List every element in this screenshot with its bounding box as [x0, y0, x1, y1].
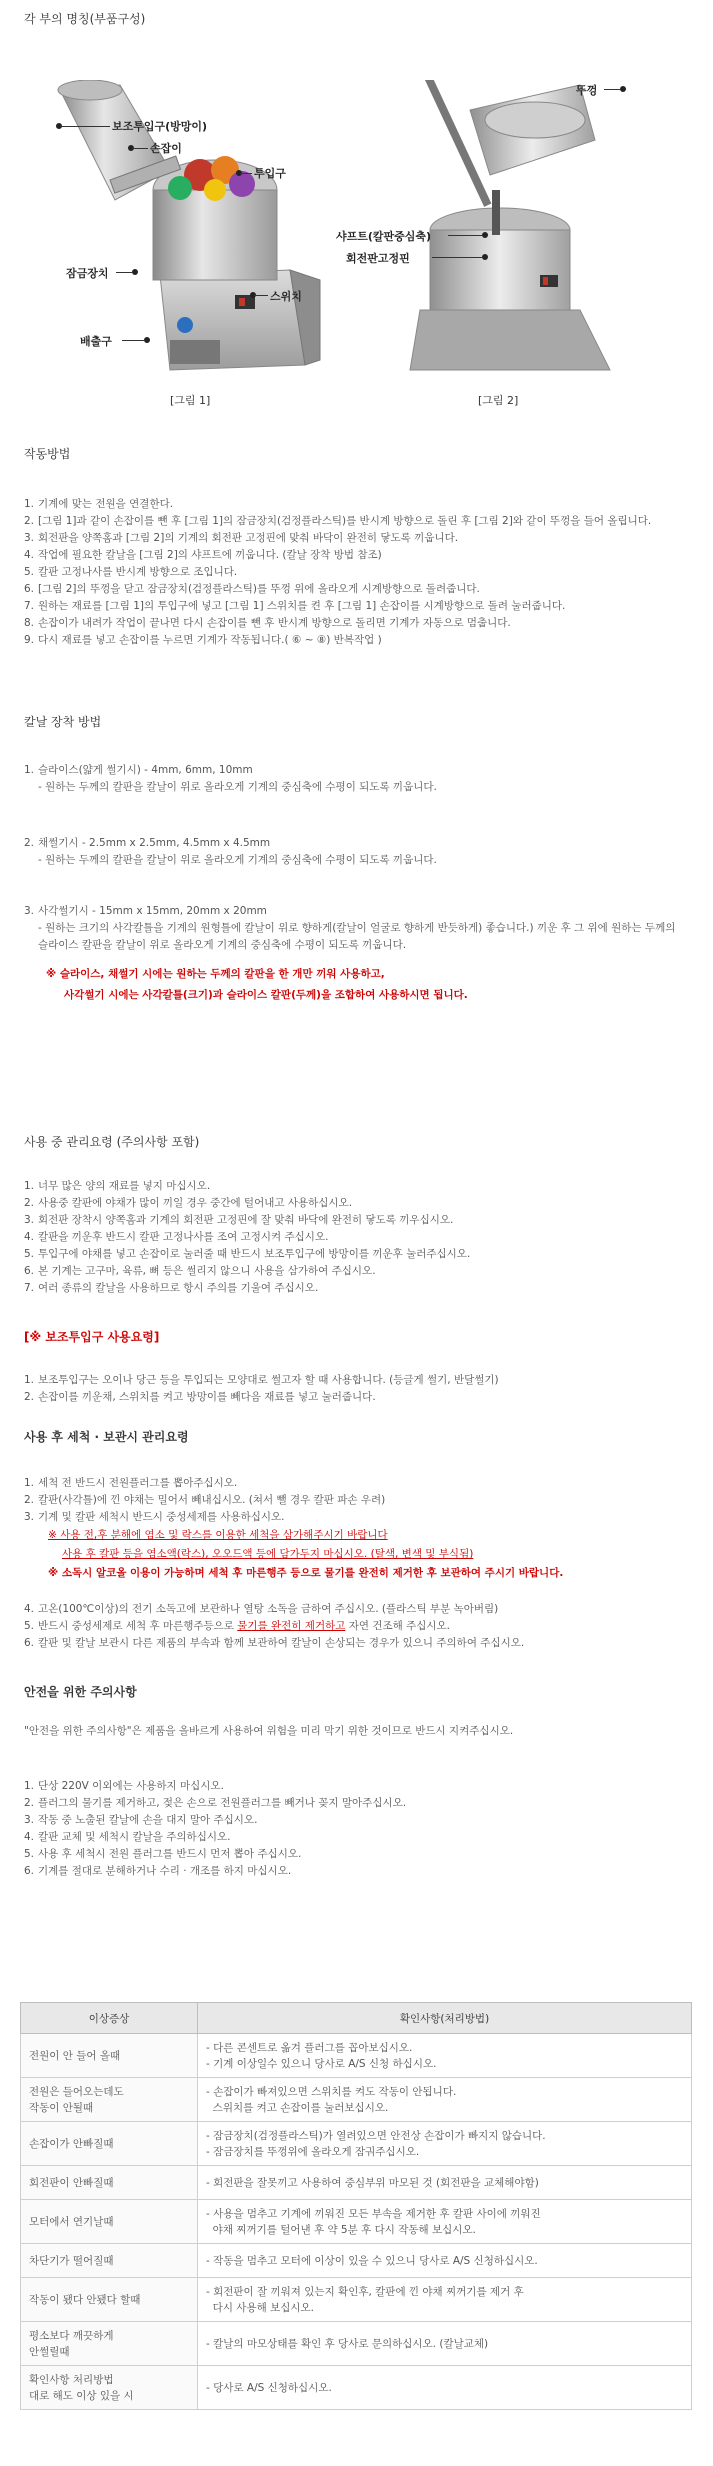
- list-item: 2. 손잡이를 끼운채, 스위치를 켜고 방망이를 빼다음 재료를 넣고 눌러줍니다.: [24, 1391, 376, 1403]
- callout-dot: [620, 86, 626, 92]
- list-item: 6. 칼판 및 칼날 보관시 다른 제품의 부속과 함께 보관하여 칼날이 손상되는 경우가 있으니 주의하여 주십시오.: [24, 1637, 525, 1649]
- fix-cell: [198, 2244, 692, 2278]
- list-item: 6. 본 기계는 고구마, 육류, 뼈 등은 썰리지 않으니 사용을 삼가하여 주십시오.: [24, 1265, 376, 1277]
- list-item: 3. 작동 중 노출된 칼날에 손을 대지 말아 주십시오.: [24, 1814, 258, 1826]
- label-lock: 잠금장치: [66, 267, 109, 280]
- callout-line: [604, 89, 620, 90]
- column-header-symptom: 이상증상: [21, 2003, 198, 2034]
- symptom-line: 전원은 들어오는데도: [29, 2085, 124, 2098]
- fix-line: - 손잡이가 빠져있으면 스위치를 켜도 작동이 안됩니다.: [206, 2085, 457, 2098]
- table-row: [21, 2322, 692, 2366]
- list-item: 1. 단상 220V 이외에는 사용하지 마십시오.: [24, 1780, 224, 1792]
- table-row: [21, 2366, 692, 2410]
- callout-dot: [482, 254, 488, 260]
- table-row: [21, 2122, 692, 2166]
- symptom-cell: [21, 2034, 198, 2078]
- list-item: 4. 칼판 교체 및 세척시 칼날을 주의하십시오.: [24, 1831, 231, 1843]
- fix-cell: [198, 2034, 692, 2078]
- symptom-line: 모터에서 연기날때: [29, 2215, 114, 2228]
- aux-title: [※ 보조투입구 사용요령]: [24, 1330, 160, 1344]
- list-item: 7. 여러 종류의 칼날을 사용하므로 항시 주의를 기울여 주십시오.: [24, 1282, 319, 1294]
- callout-line: [432, 257, 482, 258]
- fix-line: 야채 찌꺼기를 털어낸 후 약 5분 후 다시 작동해 보십시오.: [206, 2223, 476, 2236]
- list-item-detail: - 원하는 두께의 칼판을 칼날이 위로 올라오게 기계의 중심축에 수평이 되도록 끼웁니다.: [38, 781, 437, 793]
- fix-line: 다시 사용해 보십시오.: [206, 2301, 314, 2314]
- callout-line: [240, 173, 252, 174]
- fix-line: - 사용을 멈추고 기계에 끼워진 모든 부속을 제거한 후 칼판 사이에 끼워진: [206, 2207, 541, 2220]
- usage-list: [24, 1178, 684, 1297]
- list-item: 2. 사용중 칼판에 야채가 많이 끼일 경우 중간에 털어내고 사용하십시오.: [24, 1197, 353, 1209]
- symptom-line: 대로 해도 이상 있을 시: [29, 2389, 134, 2402]
- list-item: 9. 다시 재료를 넣고 손잡이를 누르면 기계가 작동됩니다.( ⑥ ~ ⑧) 반복작업 ): [24, 634, 382, 646]
- table-body: [21, 2034, 692, 2410]
- table-row: [21, 2244, 692, 2278]
- list-item: 5. 반드시 중성세제로 세척 후 마른행주등으로 물기를 완전히 제거하고 자연 건조해 주십시오.: [24, 1620, 451, 1632]
- blade-note-2: 사각썰기 시에는 사각칼틀(크기)과 슬라이스 칼판(두께)을 조합하여 사용하시면 됩니다.: [64, 989, 468, 1001]
- label-handle: 손잡이: [150, 142, 182, 155]
- list-item: 2. 칼판(사각틀)에 낀 야채는 밀어서 빼내십시오. (쳐서 뺄 경우 칼판 파손 우려): [24, 1494, 386, 1506]
- symptom-cell: [21, 2278, 198, 2322]
- list-item: 4. 칼판을 끼운후 반드시 칼판 고정나사를 조여 고정시켜 주십시오.: [24, 1231, 329, 1243]
- label-outlet: 배출구: [80, 335, 112, 348]
- fix-cell: [198, 2200, 692, 2244]
- symptom-line: 작동이 안될때: [29, 2101, 94, 2114]
- list-item: 2. 채썰기시 - 2.5mm x 2.5mm, 4.5mm x 4.5mm - 원하는 두께의 칼판을 칼날이 위로 올라오게 기계의 중심축에 수평이 되도록 끼웁니다.: [24, 835, 684, 869]
- cleaning-list: [24, 1475, 684, 1526]
- blade-list: [24, 835, 684, 869]
- symptom-cell: [21, 2322, 198, 2366]
- fix-line: - 다른 콘센트로 옮겨 플러그를 꼽아보십시오.: [206, 2041, 413, 2054]
- safety-title: 안전을 위한 주의사항: [24, 1685, 137, 1699]
- symptom-line: 손잡이가 안빠질때: [29, 2137, 114, 2150]
- cleaning-list-2: [24, 1601, 684, 1652]
- table-row: [21, 2278, 692, 2322]
- column-header-fix: 확인사항(처리방법): [198, 2003, 692, 2034]
- symptom-cell: [21, 2078, 198, 2122]
- symptom-cell: [21, 2200, 198, 2244]
- figure-2-caption: [그림 2]: [478, 394, 519, 407]
- callout-dot: [132, 269, 138, 275]
- symptom-line: 차단기가 떨어질때: [29, 2254, 114, 2267]
- safety-list: [24, 1778, 684, 1880]
- table-header-row: [21, 2003, 692, 2034]
- cleaning-warning-1b: 사용 후 칼판 등을 염소액(락스), 오오드액 등에 담가두지 마십시오. (탈색, 변색 및 부식됨): [62, 1548, 474, 1560]
- fix-line: 스위치를 켜고 손잡이를 눌러보십시오.: [206, 2101, 389, 2114]
- label-shaft: 샤프트(칼판중심축): [336, 230, 432, 243]
- list-item: 1. 너무 많은 양의 재료를 넣지 마십시오.: [24, 1180, 211, 1192]
- fix-cell: [198, 2278, 692, 2322]
- callout-line: [60, 126, 110, 127]
- callout-dot: [482, 232, 488, 238]
- list-item: 3. 사각썰기시 - 15mm x 15mm, 20mm x 20mm - 원하는 크기의 사각칼틀을 기계의 원형틀에 칼날이 위로 향하게(칼날이 얼굴로 향하게 반듯하게) 좋습니다.) 끼운 후 그 위에 원하는 두께의 슬라이스 칼판을 칼날이 위로 올라오게 기계의 중심축에 수평이 되도록 끼웁니다.: [24, 903, 684, 954]
- list-item: 4. 작업에 필요한 칼날을 [그림 2]의 샤프트에 끼웁니다. (칼날 장착 방법 참조): [24, 549, 382, 561]
- page-title: 각 부의 명칭(부품구성): [24, 12, 146, 26]
- list-item: 1. 세척 전 반드시 전원플러그를 뽑아주십시오.: [24, 1477, 238, 1489]
- callout-line: [254, 295, 268, 296]
- list-item: 2. [그림 1]과 같이 손잡이를 뺀 후 [그림 1]의 잠금장치(검정플라스틱)를 반시계 방향으로 돌린 후 [그림 2]와 같이 뚜껑을 들어 올립니다.: [24, 515, 652, 527]
- blade-list: [24, 762, 684, 796]
- operation-title: 작동방법: [24, 447, 71, 461]
- list-item: 2. 플러그의 물기를 제거하고, 젖은 손으로 전원플러그를 빼거나 꽂지 말아주십시오.: [24, 1797, 407, 1809]
- usage-title: 사용 중 관리요령 (주의사항 포함): [24, 1135, 200, 1149]
- blade-list: [24, 903, 684, 954]
- callout-line: [116, 272, 132, 273]
- symptom-line: 안썰릴때: [29, 2345, 70, 2358]
- symptom-cell: [21, 2166, 198, 2200]
- list-item: 6. 기계를 절대로 분해하거나 수리 · 개조를 하지 마십시오.: [24, 1865, 292, 1877]
- symptom-line: 작동이 됐다 안됐다 할때: [29, 2293, 141, 2306]
- fix-line: - 칼날의 마모상태를 확인 후 당사로 문의하십시오. (칼날교체): [206, 2337, 489, 2350]
- blade-title: 칼날 장착 방법: [24, 715, 102, 729]
- symptom-cell: [21, 2122, 198, 2166]
- symptom-line: 확인사항 처리방법: [29, 2373, 114, 2386]
- table-row: [21, 2200, 692, 2244]
- operation-list: [24, 496, 684, 649]
- list-item: 3. 기계 및 칼판 세척시 반드시 중성세제를 사용하십시오.: [24, 1511, 285, 1523]
- list-item: 5. 사용 후 세척시 전원 플러그를 반드시 먼저 뽑아 주십시오.: [24, 1848, 302, 1860]
- list-item-detail: - 원하는 두께의 칼판을 칼날이 위로 올라오게 기계의 중심축에 수평이 되도록 끼웁니다.: [38, 854, 437, 866]
- cleaning-title: 사용 후 세척 · 보관시 관리요령: [24, 1430, 189, 1444]
- symptom-cell: [21, 2244, 198, 2278]
- fix-line: - 기계 이상일수 있으니 당사로 A/S 신청 하십시오.: [206, 2057, 437, 2070]
- label-aux-inlet: 보조투입구(방망이): [112, 120, 208, 133]
- fix-line: - 작동을 멈추고 모터에 이상이 있을 수 있으니 당사로 A/S 신청하십시오.: [206, 2254, 538, 2267]
- troubleshooting-table: [20, 2002, 692, 2410]
- list-item: 7. 원하는 재료를 [그림 1]의 투입구에 넣고 [그림 1] 스위치를 켠 후 [그림 1] 손잡이를 시계방향으로 돌려 눌러줍니다.: [24, 600, 566, 612]
- list-item: 8. 손잡이가 내려가 작업이 끝나면 다시 손잡이를 뺀 후 반시계 방향으로 돌리면 기계가 자동으로 멈춥니다.: [24, 617, 511, 629]
- list-item: 6. [그림 2]의 뚜껑을 닫고 잠금장치(검정플라스틱)를 뚜껑 위에 올라오게 시계방향으로 돌려줍니다.: [24, 583, 480, 595]
- cleaning-warning-2: ※ 소독시 알코올 이용이 가능하며 세척 후 마른행주 등으로 물기를 완전히 제거한 후 보관하여 주시기 바랍니다.: [48, 1567, 564, 1579]
- blade-note-1: ※ 슬라이스, 채썰기 시에는 원하는 두께의 칼판을 한 개만 끼워 사용하고,: [46, 968, 385, 980]
- label-plate-pin: 회전판고정핀: [346, 252, 410, 265]
- list-item: 1. 슬라이스(얇게 썰기시) - 4mm, 6mm, 10mm - 원하는 두께의 칼판을 칼날이 위로 올라오게 기계의 중심축에 수평이 되도록 끼웁니다.: [24, 762, 684, 796]
- callout-dot: [144, 337, 150, 343]
- symptom-cell: [21, 2366, 198, 2410]
- list-item: 3. 회전판 장착시 양쪽홈과 기계의 회전판 고정핀에 잘 맞춰 바닥에 완전히 닿도록 끼우십시오.: [24, 1214, 454, 1226]
- fix-cell: [198, 2166, 692, 2200]
- list-item: 1. 보조투입구는 오이나 당근 등을 투입되는 모양대로 썰고자 할 때 사용합니다. (등글게 썰기, 반달썰기): [24, 1374, 499, 1386]
- list-item: 5. 투입구에 야채를 넣고 손잡이로 눌러줄 때 반드시 보조투입구에 방망이를 끼운후 눌러주십시오.: [24, 1248, 471, 1260]
- label-inlet: 투입구: [254, 167, 286, 180]
- fix-cell: [198, 2322, 692, 2366]
- list-item: 5. 칼판 고정나사를 반시계 방향으로 조입니다.: [24, 566, 238, 578]
- table-row: [21, 2166, 692, 2200]
- fix-cell: [198, 2078, 692, 2122]
- fix-line: - 잠금장치(검정플라스틱)가 열려있으면 안전상 손잡이가 빠지지 않습니다.: [206, 2129, 546, 2142]
- list-item: 1. 기계에 맞는 전원을 연결한다.: [24, 498, 174, 510]
- label-lid: 뚜껑: [576, 84, 598, 97]
- cleaning-warning-1: ※ 사용 전,후 분해에 염소 및 락스를 이용한 세척을 삼가해주시기 바랍니다: [48, 1529, 388, 1541]
- list-item-detail: - 원하는 크기의 사각칼틀을 기계의 원형틀에 칼날이 위로 향하게(칼날이 얼굴로 향하게 반듯하게) 좋습니다.) 끼운 후 그 위에 원하는 두께의 슬라이스 칼판을 칼날이 위로 올라오게 기계의 중심축에 수평이 되도록 끼웁니다.: [38, 922, 676, 951]
- symptom-line: 전원이 안 들어 올때: [29, 2049, 121, 2062]
- underlined-phrase: 물기를 완전히 제거하고: [237, 1620, 346, 1632]
- table-row: [21, 2034, 692, 2078]
- label-switch: 스위치: [270, 290, 302, 303]
- fix-cell: [198, 2366, 692, 2410]
- list-item: 4. 고온(100℃이상)의 전기 소독고에 보관하나 열탕 소독을 금하여 주십시오. (플라스틱 부분 녹아버림): [24, 1603, 499, 1615]
- table-row: [21, 2078, 692, 2122]
- safety-intro: "안전을 위한 주의사항"은 제품을 올바르게 사용하여 위험을 미리 막기 위한 것이므로 반드시 지켜주십시오.: [24, 1725, 514, 1737]
- fix-line: - 당사로 A/S 신청하십시오.: [206, 2381, 332, 2394]
- aux-list: [24, 1372, 684, 1406]
- fix-line: - 잠금장치를 뚜껑위에 올라오게 잠궈주십시오.: [206, 2145, 420, 2158]
- symptom-line: 회전판이 안빠질때: [29, 2176, 114, 2189]
- callout-line: [132, 148, 148, 149]
- callout-line: [448, 235, 482, 236]
- fix-line: - 회전판이 잘 끼워져 있는지 확인후, 칼판에 낀 야채 찌꺼기를 제거 후: [206, 2285, 524, 2298]
- list-item: 3. 회전판을 양쪽홈과 [그림 2]의 기계의 회전판 고정핀에 맞춰 바닥이 완전히 닿도록 끼웁니다.: [24, 532, 459, 544]
- symptom-line: 평소보다 깨끗하게: [29, 2329, 114, 2342]
- callout-line: [122, 340, 144, 341]
- figure-1-caption: [그림 1]: [170, 394, 211, 407]
- fix-line: - 회전판을 잘못끼고 사용하여 중심부위 마모된 것 (회전판을 교체해야함): [206, 2176, 539, 2189]
- fix-cell: [198, 2122, 692, 2166]
